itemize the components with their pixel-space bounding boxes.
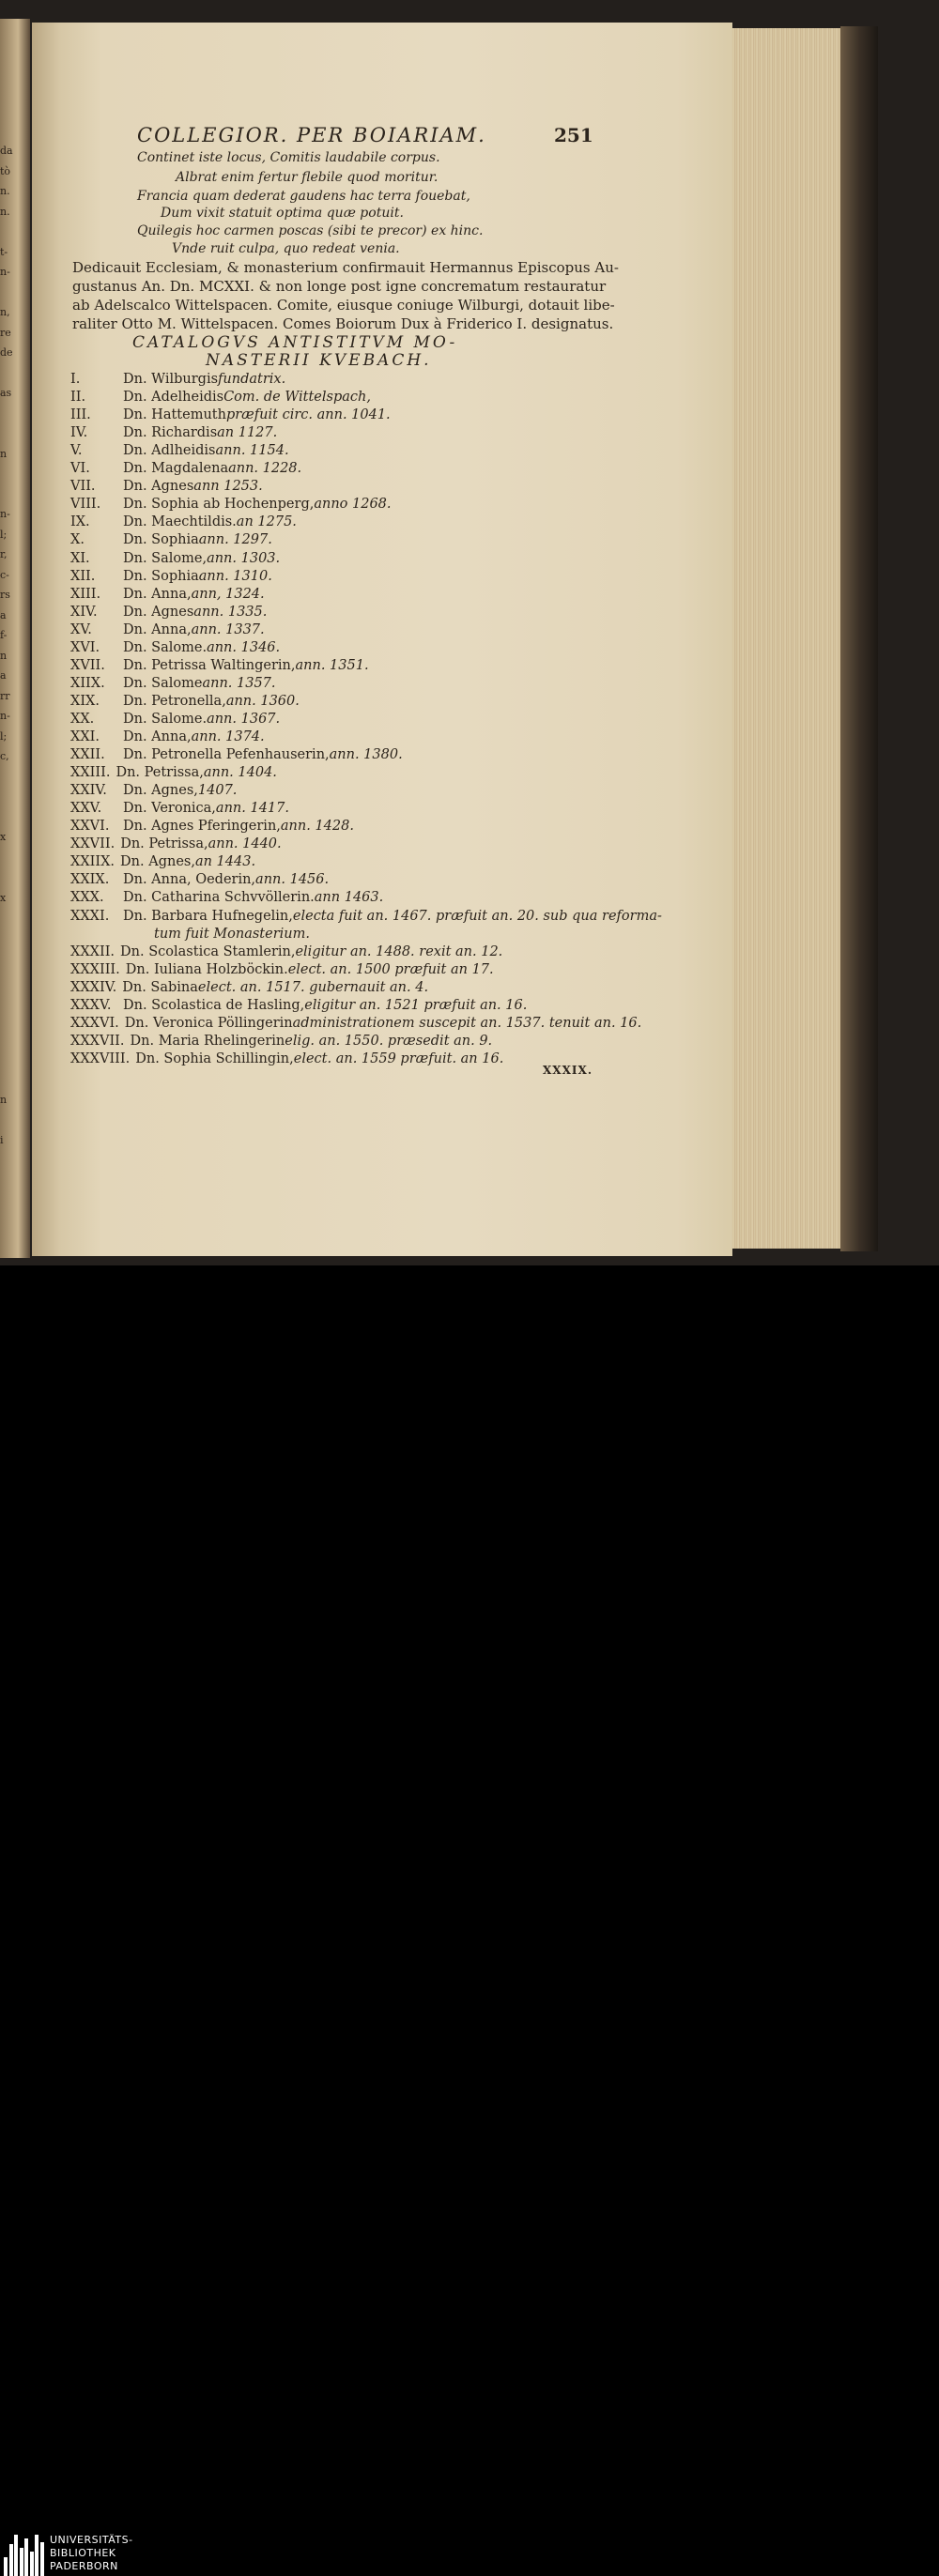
entry-note: ann. 1335.: [193, 604, 268, 620]
catalogue-entry: [70, 514, 297, 529]
logo-line: BIBLIOTHEK: [50, 2547, 116, 2559]
entry-note: administrationem suscepit an. 1537. tenuit an. 16.: [292, 1015, 642, 1031]
catalogue-entry: [70, 783, 237, 798]
logo-bar: [30, 2552, 34, 2576]
epitaph-line: Continet iste locus, Comitis laudabile corpus.: [137, 150, 440, 165]
entry-numeral: XXXVII.: [70, 1033, 125, 1049]
entry-note: ann. 1440.: [208, 836, 282, 852]
entry-name: Dn. Salome,: [123, 550, 208, 566]
catalogue-entry: [70, 980, 428, 995]
entry-note: an 1443.: [194, 854, 256, 870]
entry-note: eligitur an. 1521 præfuit an. 16.: [304, 997, 528, 1013]
catalogue-entry: [70, 443, 289, 458]
epitaph-line: Albrat enim fertur flebile quod moritur.: [176, 170, 439, 185]
entry-name: Dn. Agnes: [123, 479, 194, 495]
logo-bar: [20, 2548, 23, 2576]
entry-note: ann. 1428.: [280, 819, 354, 835]
catalogue-entry: [70, 569, 272, 584]
logo-bar: [4, 2557, 8, 2576]
logo-bar: [9, 2544, 13, 2576]
entry-numeral: XXII.: [70, 747, 105, 763]
epitaph-line: Dum vixit statuit optima quæ potuit.: [161, 206, 404, 221]
entry-note: ann. 1374.: [191, 729, 265, 744]
entry-numeral: XXV.: [70, 801, 102, 817]
entry-numeral: XVI.: [70, 639, 100, 655]
entry-note: elect. an. 1500 præfuit an 17.: [287, 961, 494, 977]
entry-note: electa fuit an. 1467. præfuit an. 20. sub qua reforma-: [292, 908, 662, 924]
entry-name: Dn. Anna,: [123, 621, 192, 637]
entry-numeral: XXVII.: [70, 836, 115, 852]
entry-name: Dn. Petronella,: [123, 693, 226, 709]
logo-bar: [24, 2538, 28, 2576]
entry-name: Dn. Agnes,: [120, 854, 195, 870]
library-logo-icon: [4, 2535, 45, 2576]
catalogue-entry: [70, 461, 301, 476]
entry-name: Dn. Anna, Oederin,: [123, 872, 256, 888]
prose-line: gustanus An. Dn. MCXXI. & non longe post igne concrematum restauratur: [72, 278, 607, 295]
entry-note: ann 1253.: [193, 479, 263, 495]
entry-name: Dn. Petrissa,: [115, 765, 204, 781]
entry-name: Dn. Barbara Hufnegelin,: [123, 908, 293, 924]
entry-name: Dn. Agnes: [123, 604, 194, 620]
catalogue-entry: [70, 729, 265, 744]
catalogue-heading: CATALOGVS ANTISTITVM MO-: [132, 333, 458, 352]
entry-note: ann. 1360.: [225, 693, 300, 709]
entry-numeral: VI.: [70, 461, 90, 477]
entry-name: Dn. Maria Rhelingerin: [130, 1033, 285, 1049]
entry-note: 1407.: [197, 783, 238, 799]
catalogue-entry: [70, 532, 272, 547]
entry-note: ann. 1417.: [215, 801, 289, 817]
catalogue-entry: [70, 1051, 503, 1066]
catalogue-heading: NASTERII KVEBACH.: [206, 351, 432, 370]
entry-name: Dn. Sophia ab Hochenperg,: [123, 497, 315, 513]
catalogue-entry: [70, 658, 369, 673]
entry-note: Com. de Wittelspach,: [223, 390, 371, 406]
library-footer: [0, 1265, 939, 2572]
entry-numeral: XI.: [70, 550, 90, 566]
entry-numeral: X.: [70, 532, 85, 548]
entry-numeral: XXX.: [70, 890, 104, 906]
entry-name: Dn. Petrissa,: [120, 836, 208, 852]
catalogue-entry: [70, 425, 277, 440]
logo-bar: [14, 2535, 18, 2576]
catalogue-entry: [70, 605, 267, 620]
page-number: 251: [554, 124, 593, 146]
catalogue-entry: [70, 765, 277, 780]
scan-background: [0, 0, 939, 1265]
entry-name: Dn. Adelheidis: [123, 390, 224, 406]
entry-name: Dn. Veronica Pöllingerin: [124, 1015, 293, 1031]
epitaph-line: Quilegis hoc carmen poscas (sibi te precor) ex hinc.: [137, 223, 484, 238]
entry-name: Dn. Sophia: [123, 568, 199, 584]
logo-line: UNIVERSITÄTS-: [50, 2534, 133, 2546]
logo-line: PADERBORN: [50, 2560, 118, 2572]
catalogue-entry: [70, 390, 371, 405]
entry-numeral: XX.: [70, 711, 95, 727]
entry-numeral: VIII.: [70, 497, 101, 513]
catalogue-entry: [70, 854, 255, 869]
entry-note: tum fuit Monasterium.: [154, 926, 310, 942]
entry-note: ann. 1154.: [215, 443, 289, 459]
entry-note: ann. 1346.: [207, 639, 281, 655]
entry-name: Dn. Scolastica de Hasling,: [123, 997, 305, 1013]
catalogue-entry: [70, 551, 280, 566]
catalogue-entry: [70, 747, 403, 762]
entry-numeral: XIV.: [70, 604, 98, 620]
entry-note: ann. 1297.: [198, 532, 272, 548]
entry-name: Dn. Salome: [123, 675, 203, 691]
catalogue-entry: [70, 909, 662, 924]
entry-numeral: XXIIX.: [70, 854, 115, 870]
entry-note: ann. 1357.: [202, 675, 276, 691]
entry-name: Dn. Sabina: [122, 979, 198, 995]
entry-note: fundatrix.: [218, 372, 286, 387]
prose-line: raliter Otto M. Wittelspacen. Comes Boiorum Dux à Friderico I. designatus.: [72, 315, 614, 332]
book-cover: [840, 26, 878, 1251]
running-head: COLLEGIOR. PER BOIARIAM.: [137, 124, 486, 146]
catalogue-entry: [70, 712, 280, 727]
entry-note: ann. 1404.: [203, 765, 277, 781]
catalogue-entry: [70, 497, 392, 512]
entry-numeral: V.: [70, 443, 83, 459]
catalogue-entry: [70, 944, 502, 959]
entry-note: elig. an. 1550. præsedit an. 9.: [285, 1033, 493, 1049]
catalogue-entry: [70, 694, 300, 709]
entry-name: Dn. Veronica,: [123, 801, 216, 817]
catalogue-entry: [70, 372, 285, 387]
entry-name: Dn. Sophia: [123, 532, 199, 548]
entry-note: ann. 1351.: [295, 657, 369, 673]
catalogue-entry: [70, 890, 383, 905]
entry-name: Dn. Agnes,: [123, 783, 198, 799]
catalogue-entry: [70, 1034, 492, 1049]
entry-note: ann. 1337.: [191, 621, 265, 637]
entry-name: Dn. Salome.: [123, 711, 208, 727]
catalogue-entry: [70, 962, 494, 977]
entry-numeral: XXIII.: [70, 765, 111, 781]
catalogue-entry: [70, 819, 354, 834]
catalogue-entry: [70, 479, 263, 494]
entry-name: Dn. Sophia Schillingin,: [135, 1050, 294, 1066]
entry-numeral: II.: [70, 390, 86, 406]
catalogue-entry: [70, 622, 265, 637]
entry-numeral: VII.: [70, 479, 96, 495]
entry-numeral: XVII.: [70, 657, 105, 673]
entry-note: ann, 1324.: [191, 586, 265, 602]
catalogue-entry: [101, 927, 310, 942]
entry-note: ann. 1367.: [207, 711, 281, 727]
entry-name: Dn. Petronella Pefenhauserin,: [123, 747, 330, 763]
entry-numeral: IV.: [70, 425, 88, 441]
entry-name: Dn. Adlheidis: [123, 443, 216, 459]
entry-numeral: XIIX.: [70, 675, 105, 691]
entry-note: ann. 1380.: [329, 747, 403, 763]
entry-numeral: XV.: [70, 621, 92, 637]
entry-note: ann. 1456.: [255, 872, 330, 888]
prose-line: Dedicauit Ecclesiam, & monasterium confirmauit Hermannus Episcopus Au-: [72, 259, 619, 276]
logo-bar: [35, 2535, 38, 2576]
catalogue-entry: [70, 801, 289, 816]
epitaph-line: Francia quam dederat gaudens hac terra fouebat,: [137, 189, 470, 204]
entry-numeral: XXXI.: [70, 908, 110, 924]
epitaph-line: Vnde ruit culpa, quo redeat venia.: [172, 241, 400, 256]
entry-name: Dn. Salome.: [123, 639, 208, 655]
entry-numeral: III.: [70, 407, 91, 423]
entry-numeral: XXIX.: [70, 872, 110, 888]
entry-name: Dn. Anna,: [123, 729, 192, 744]
entry-note: an 1127.: [217, 425, 278, 441]
entry-note: ann. 1228.: [228, 461, 302, 477]
page-block-edges: [731, 28, 843, 1249]
logo-bar: [40, 2542, 44, 2576]
entry-name: Dn. Agnes Pferingerin,: [123, 819, 281, 835]
entry-note: an 1275.: [236, 514, 297, 530]
entry-numeral: XXXVI.: [70, 1015, 119, 1031]
entry-note: ann 1463.: [314, 890, 384, 906]
entry-numeral: XXI.: [70, 729, 100, 744]
catalogue-entry: [70, 998, 527, 1013]
entry-numeral: IX.: [70, 514, 90, 530]
entry-name: Dn. Iuliana Holzböckin.: [125, 961, 288, 977]
catalogue-entry: [70, 676, 276, 691]
entry-numeral: XXXIII.: [70, 961, 120, 977]
entry-numeral: XXXV.: [70, 997, 112, 1013]
entry-name: Dn. Scolastica Stamlerin,: [120, 943, 296, 959]
entry-name: Dn. Petrissa Waltingerin,: [123, 657, 296, 673]
entry-name: Dn. Catharina Schvvöllerin.: [123, 890, 315, 906]
catalogue-entry: [70, 836, 282, 851]
entry-note: ann. 1310.: [198, 568, 272, 584]
catalogue-entry: [70, 587, 265, 602]
entry-note: elect. an. 1517. gubernauit an. 4.: [197, 979, 429, 995]
facing-page-fragments: da tò n. n. t- n- n, re de as n n- l; r, c- rs a f- n a rr n- l; c, x x n i: [0, 145, 13, 1146]
entry-numeral: XXIV.: [70, 783, 107, 799]
signature-mark: XXXIX.: [543, 1064, 593, 1077]
catalogue-entry: [70, 872, 329, 887]
entry-note: præfuit circ. ann. 1041.: [225, 407, 391, 423]
entry-numeral: XII.: [70, 568, 96, 584]
entry-numeral: XIII.: [70, 586, 101, 602]
entry-name: Dn. Anna,: [123, 586, 192, 602]
entry-name: Dn. Wilburgis: [123, 372, 219, 387]
entry-numeral: XXXVIII.: [70, 1050, 131, 1066]
entry-name: Dn. Maechtildis.: [123, 514, 237, 530]
entry-name: Dn. Richardis: [123, 425, 218, 441]
library-logo-text: [50, 2534, 133, 2573]
entry-note: eligitur an. 1488. rexit an. 12.: [295, 943, 503, 959]
prose-line: ab Adelscalco Wittelspacen. Comite, eiusque coniuge Wilburgi, dotauit libe-: [72, 297, 615, 314]
entry-numeral: XXXIV.: [70, 979, 117, 995]
entry-numeral: XXXII.: [70, 943, 115, 959]
entry-note: anno 1268.: [314, 497, 392, 513]
entry-numeral: I.: [70, 372, 81, 387]
entry-numeral: XXVI.: [70, 819, 110, 835]
catalogue-entry: [70, 640, 280, 655]
entry-numeral: XIX.: [70, 693, 100, 709]
entry-note: elect. an. 1559 præfuit. an 16.: [293, 1050, 504, 1066]
catalogue-entry: [70, 407, 391, 422]
entry-name: Dn. Hattemuth: [123, 407, 226, 423]
entry-note: ann. 1303.: [207, 550, 281, 566]
catalogue-entry: [70, 1016, 641, 1031]
entry-name: Dn. Magdalena: [123, 461, 229, 477]
